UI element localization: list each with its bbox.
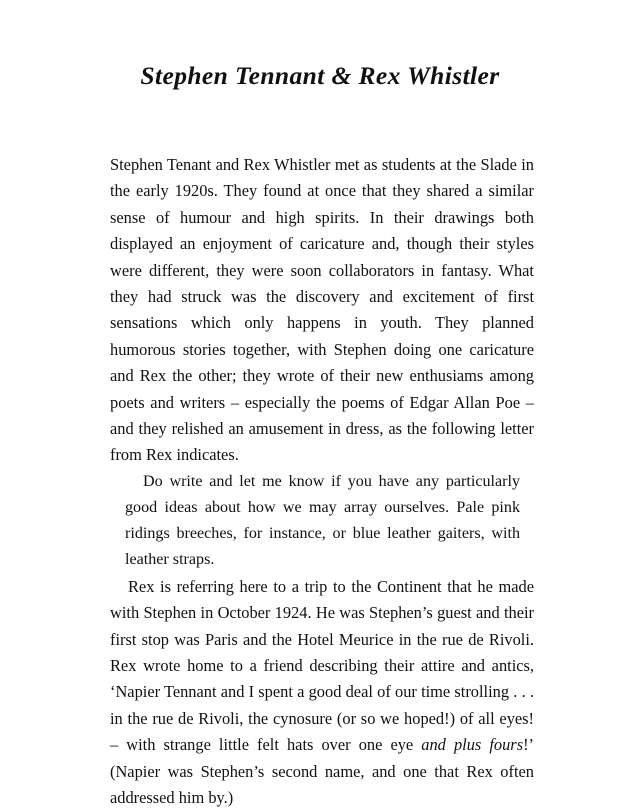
letter-quote-block [125, 469, 520, 574]
closing-text-part-one: Rex is referring here to a trip to the Continent that he made with Stephen in October 1924. He was Stephen’s guest and their first stop was Paris and the Hotel Meurice in the rue de Rivoli. Rex wrote home to a friend describing their attire and antics, ‘Napier Tennant and I spent a good deal of our time strolling . . . in the rue de Rivoli, the cynosure (or so we hoped!) of all eyes! – with strange little felt hats over one eye [110, 576, 534, 755]
paragraph-intro: Stephen Tenant and Rex Whistler met as students at the Slade in the early 1920s. They found at once that they shared a similar sense of humour and high spirits. In their drawings both displayed an enjoyment of caricature and, though their styles were different, they were soon collaborators in fantasy. What they had struck was the discovery and excitement of first sensations which only happens in youth. They planned humorous stories together, with Stephen doing one caricature and Rex the other; they wrote of their new enthusiams among poets and writers – especially the poems of Edgar Allan Poe – and they relished an amusement in dress, as the following letter from Rex indicates. [110, 155, 534, 465]
page-title: Stephen Tennant & Rex Whistler [140, 61, 500, 91]
closing-text-part-two: !’ (Napier was Stephen’s second name, and one that Rex often addressed him by.) [110, 735, 534, 807]
paragraph-closing [110, 574, 534, 811]
body-text-block [110, 152, 534, 811]
closing-text-italic: and plus fours [421, 735, 524, 755]
paragraph-quote: Do write and let me know if you have any particularly good ideas about how we may array ourselves. Pale pink ridings breeches, for instance, or blue leather gaiters, with leather straps. [125, 472, 520, 569]
